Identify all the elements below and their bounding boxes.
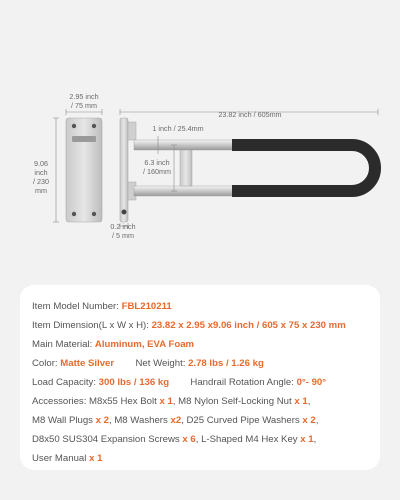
rotation-label: Handrail Rotation Angle: — [190, 377, 294, 388]
acc-item: , M8 Nylon Self-Locking Nut — [172, 396, 292, 407]
tube-diameter-label: 1 inch / 25.4mm — [152, 124, 204, 133]
model-value: FBL210211 — [121, 301, 172, 312]
wall-plate-front — [66, 118, 102, 222]
acc-item: D8x50 SUS304 Expansion Screws — [32, 434, 180, 445]
foam-grip — [232, 145, 375, 191]
wall-plate-side — [120, 118, 136, 222]
spec-accessories-2: M8 Wall Plugs x 2, M8 Washers x2, D25 Curved Pipe Washers x 2, — [32, 415, 319, 426]
weight-value: 2.78 lbs / 1.26 kg — [188, 358, 264, 369]
dimension-label: Item Dimension(L x W x H): — [32, 320, 149, 331]
acc-item: User Manual — [32, 453, 87, 464]
material-label: Main Material: — [32, 339, 93, 350]
acc-qty: x 1 — [300, 434, 314, 445]
spec-accessories-4 — [32, 453, 102, 465]
weight-label: Net Weight: — [135, 358, 186, 369]
acc-qty: x 1 — [159, 396, 173, 407]
spec-dimension — [32, 320, 346, 332]
acc-qty: x 1 — [89, 453, 103, 464]
material-value: Aluminum, EVA Foam — [94, 339, 195, 350]
acc-item: , L-Shaped M4 Hex Key — [195, 434, 298, 445]
accessories-label: Accessories: M8x55 Hex Bolt — [32, 396, 157, 407]
acc-item: M8 Wall Plugs — [32, 415, 93, 426]
spec-load-rotation — [32, 377, 326, 389]
spec-accessories-1: Accessories: M8x55 Hex Bolt x 1, M8 Nylon Self-Locking Nut x 1, — [32, 396, 311, 407]
acc-item: , M8 Washers — [108, 415, 168, 426]
acc-qty: x2 — [170, 415, 182, 426]
load-value: 300 lbs / 136 kg — [98, 377, 170, 388]
spec-color-weight — [32, 358, 264, 370]
acc-qty: x 2 — [95, 415, 109, 426]
plate-height-label: 9.06 inch / 230 mm — [33, 159, 49, 195]
acc-item: , D25 Curved Pipe Washers — [181, 415, 300, 426]
rotation-value: 0°- 90° — [296, 377, 327, 388]
plate-hole — [72, 212, 76, 216]
plate-hole — [92, 124, 96, 128]
plate-hole — [92, 212, 96, 216]
color-label: Color: — [32, 358, 58, 369]
spec-card — [20, 285, 380, 470]
color-value: Matte Silver — [60, 358, 115, 369]
plate-hole — [72, 124, 76, 128]
acc-qty: x 6 — [182, 434, 196, 445]
acc-qty: x 1 — [294, 396, 308, 407]
model-label: Item Model Number: — [32, 301, 119, 312]
rail-gap-label: 6.3 inch / 160mm — [143, 158, 171, 176]
spec-material — [32, 339, 194, 351]
load-label: Load Capacity: — [32, 377, 96, 388]
plate-width-label: 2.95 inch / 75 mm — [69, 92, 99, 110]
dimension-value: 23.82 x 2.95 x9.06 inch / 605 x 75 x 230 mm — [151, 320, 346, 331]
spec-model — [32, 301, 172, 313]
plate-thickness-label: 0.2 inch / 5 mm — [110, 222, 136, 240]
spec-accessories-3: D8x50 SUS304 Expansion Screws x 6, L-Shaped M4 Hex Key x 1, — [32, 434, 317, 445]
acc-qty: x 2 — [302, 415, 316, 426]
total-length-label: 23.82 inch / 605mm — [218, 110, 282, 119]
